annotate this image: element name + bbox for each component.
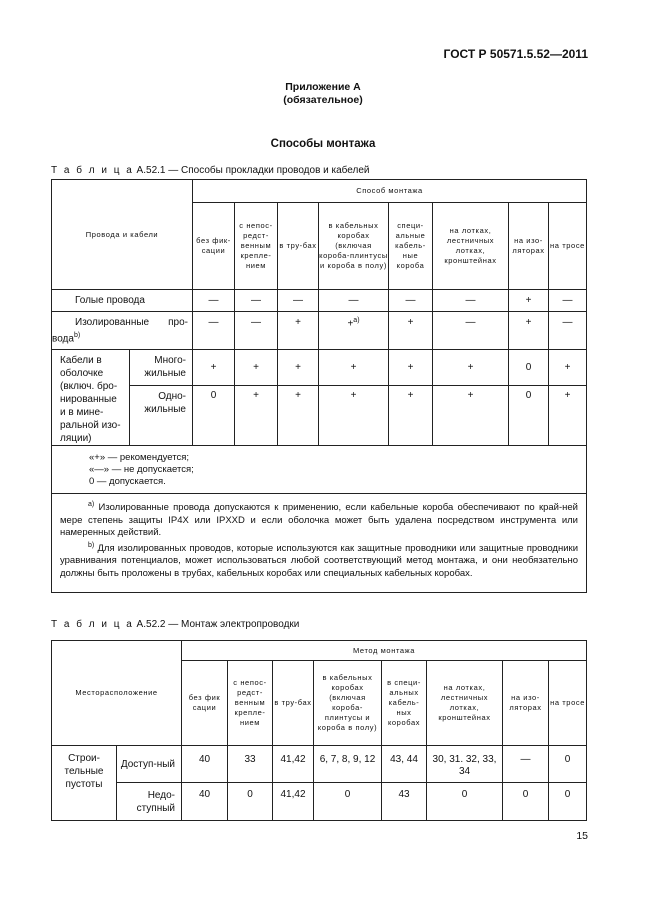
- table1-col-header: на лотках, лестничных лотках, кронштейнах: [433, 203, 509, 290]
- table-cell: 41,42: [273, 746, 314, 783]
- table1-row-header: Провода и кабели: [52, 180, 193, 290]
- table1-col-header: в кабельных коробах (включая короба-плинтусы и короба в полу): [319, 203, 389, 290]
- table-cell: +: [389, 350, 433, 386]
- table-cell: 0: [427, 783, 503, 821]
- table-cell: 0: [509, 385, 549, 445]
- table2-col-header: в тру-бах: [273, 661, 314, 746]
- row-label-part: вода: [52, 333, 74, 345]
- row-label-part: про-: [168, 316, 188, 328]
- table-cell: +: [278, 312, 319, 350]
- table-cell: 40: [182, 746, 228, 783]
- table-cell: —: [549, 312, 587, 350]
- table-cell: 0: [314, 783, 382, 821]
- table2-caption-prefix: Т а б л и ц а: [51, 619, 134, 630]
- table-cell: 0: [509, 350, 549, 386]
- annex-subtitle: (обязательное): [283, 94, 363, 106]
- table-cell: 0: [503, 783, 549, 821]
- table2-col-header: без фик сации: [182, 661, 228, 746]
- table-cell: —: [193, 312, 235, 350]
- legend-item: 0 — допускается.: [89, 476, 166, 487]
- table2-col-header: на изо-ляторах: [503, 661, 549, 746]
- table-cell: 41,42: [273, 783, 314, 821]
- table-cell: +: [549, 350, 587, 386]
- legend-item: «—» — не допускается;: [89, 464, 194, 475]
- table-cell: +: [433, 385, 509, 445]
- table-cell: 33: [228, 746, 273, 783]
- table1-notes: [52, 494, 587, 593]
- table-cell: +: [235, 385, 278, 445]
- table-cell: +: [278, 350, 319, 386]
- table-cell: 0: [549, 783, 587, 821]
- table1-col-header: без фик-сации: [193, 203, 235, 290]
- table-cell: —: [549, 290, 587, 312]
- table-cell: 0: [549, 746, 587, 783]
- table-wiring-installation: [51, 640, 587, 821]
- table-cell: +: [509, 312, 549, 350]
- row-label-inaccessible: Недо-ступный: [117, 783, 182, 821]
- table-cell: —: [389, 290, 433, 312]
- row-label-part: Изолированные: [75, 316, 150, 328]
- table-cell: +: [319, 350, 389, 386]
- table1-col-header: специ-альные кабель-ные короба: [389, 203, 433, 290]
- table-cell: 0: [228, 783, 273, 821]
- table2-col-header: на лотках, лестничных лотках, кронштейнах: [427, 661, 503, 746]
- table-cell: —: [433, 290, 509, 312]
- row-label-bare-wires: Голые провода: [52, 290, 193, 312]
- table-cell: [319, 312, 389, 350]
- table-cell: +: [319, 385, 389, 445]
- footnote-a: [60, 499, 578, 540]
- table-cell: 43: [382, 783, 427, 821]
- footnote-text: Изолированные провода допускаются к применению, если кабельные короба обеспечивают по край-ней мере степень защиты IP4X или IPXXD и если оболочка может быть удалена посредством инструмента или намеренных действий.: [60, 502, 578, 539]
- table1-legend: [52, 446, 587, 494]
- footnote-mark: a): [88, 501, 95, 508]
- page-number: 15: [576, 830, 588, 842]
- table-cell: 6, 7, 8, 9, 12: [314, 746, 382, 783]
- footnote-ref: b): [73, 331, 81, 339]
- table-cell: —: [433, 312, 509, 350]
- row-label-building-voids: Строи-тельные пустоты: [52, 746, 117, 821]
- table-cell: 40: [182, 783, 228, 821]
- table1-col-header: на тросе: [549, 203, 587, 290]
- table-cell: —: [193, 290, 235, 312]
- legend-item: «+» — рекомендуется;: [89, 452, 190, 463]
- row-label-insulated-wires: [52, 312, 193, 350]
- table1-caption: [51, 165, 370, 176]
- table-cell: —: [235, 290, 278, 312]
- table-wiring-methods: [51, 179, 587, 593]
- row-label-accessible: Доступ-ный: [117, 746, 182, 783]
- table1-caption-prefix: Т а б л и ц а: [51, 165, 134, 176]
- table-cell: 30, 31. 32, 33, 34: [427, 746, 503, 783]
- table-cell: —: [503, 746, 549, 783]
- footnote-ref: a): [353, 317, 360, 324]
- table2-col-header: на тросе: [549, 661, 587, 746]
- row-label-singlecore: Одно-жильные: [130, 385, 193, 445]
- annex-title: Приложение А: [285, 81, 361, 93]
- cell-value: +: [347, 318, 354, 330]
- table-row: [52, 746, 587, 783]
- table-cell: +: [235, 350, 278, 386]
- table-row: [52, 385, 587, 445]
- table-cell: 0: [193, 385, 235, 445]
- table-cell: +: [278, 385, 319, 445]
- table-cell: —: [319, 290, 389, 312]
- annex-heading: [0, 81, 646, 107]
- row-label-sheathed-cables: Кабели в оболочке (включ. бро-нированные и в мине-ральной изо-ляции): [52, 350, 130, 446]
- table-cell: —: [235, 312, 278, 350]
- table-cell: +: [509, 290, 549, 312]
- table2-caption: [51, 619, 299, 630]
- table2-col-header: в специ-альных кабель-ных коробах: [382, 661, 427, 746]
- table2-row-header: Месторасположение: [52, 641, 182, 746]
- table-cell: +: [193, 350, 235, 386]
- table-row: [52, 783, 587, 821]
- table1-group-header: Способ монтажа: [193, 180, 587, 203]
- footnote-text: Для изолированных проводов, которые используются как защитные проводники или защитные проводники уравнивания потенциалов, может использоваться любой соответствующий метод монтажа, и они необязательно должны быть проложены в трубах, кабельных коробах или специальных кабельных коробах.: [60, 542, 578, 579]
- table2-col-header: в кабельных коробах (включая короба-плинтусы и короба в полу): [314, 661, 382, 746]
- row-label-multicore: Много-жильные: [130, 350, 193, 386]
- table1-col-header: в тру-бах: [278, 203, 319, 290]
- footnote-b: [60, 540, 578, 581]
- table2-caption-text: А.52.2 — Монтаж электропроводки: [133, 619, 300, 630]
- table-cell: 43, 44: [382, 746, 427, 783]
- table-row: [52, 290, 587, 312]
- table-cell: +: [389, 385, 433, 445]
- table1-col-header: на изо-ляторах: [509, 203, 549, 290]
- table2-col-header: с непос-редст-венным крепле-нием: [228, 661, 273, 746]
- section-title: Способы монтажа: [270, 138, 376, 150]
- table-row: [52, 350, 587, 386]
- table2-group-header: Метод монтажа: [182, 641, 587, 661]
- table-cell: —: [278, 290, 319, 312]
- footnote-mark: b): [88, 541, 95, 549]
- table-cell: +: [549, 385, 587, 445]
- table1-caption-text: А.52.1 — Способы прокладки проводов и кабелей: [133, 165, 370, 176]
- table-cell: +: [433, 350, 509, 386]
- table1-col-header: с непос-редст-венным крепле-нием: [235, 203, 278, 290]
- document-code: ГОСТ Р 50571.5.52—2011: [443, 47, 588, 61]
- table-cell: +: [389, 312, 433, 350]
- table-row: [52, 312, 587, 350]
